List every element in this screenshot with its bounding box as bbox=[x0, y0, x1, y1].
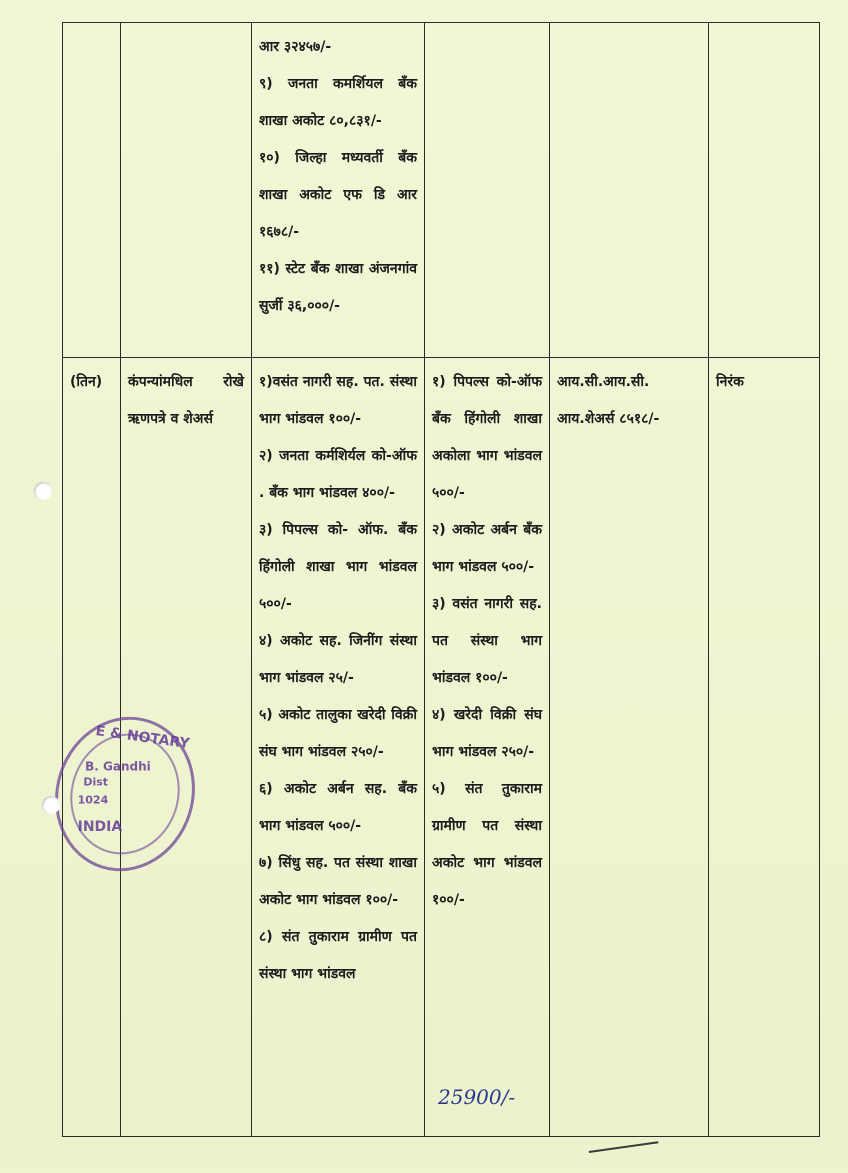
list-item: ९) जनता कमर्शियल बँक शाखा अकोट ८०,८३१/- bbox=[259, 76, 417, 129]
stamp-text: 1024 bbox=[77, 793, 109, 807]
list-item: ७) सिंधु सह. पत संस्था शाखा अकोट भाग भांडवल १००/- bbox=[259, 855, 417, 908]
list-item: ३) पिपल्स को- ऑफ. बँक हिंगोली शाखा भाग भांडवल ५००/- bbox=[259, 522, 417, 612]
assets-table bbox=[62, 22, 820, 1137]
serial-cell bbox=[63, 23, 121, 358]
dependent-holdings-cell bbox=[550, 23, 709, 358]
list-item: ४) खरेदी विक्री संघ भाग भांडवल २५०/- bbox=[432, 707, 542, 760]
list-item: ८) संत तुकाराम ग्रामीण पत संस्था भाग भांडवल bbox=[259, 929, 417, 982]
serial-cell: (तिन) bbox=[63, 358, 121, 1137]
remarks-cell bbox=[709, 23, 820, 358]
list-item: १)वसंत नागरी सह. पत. संस्था भाग भांडवल १००/- bbox=[259, 374, 417, 427]
list-item: २) अकोट अर्बन बँक भाग भांडवल ५००/- bbox=[432, 522, 542, 575]
stamp-text: B. Gandhi bbox=[85, 759, 151, 774]
description-cell bbox=[121, 23, 252, 358]
stamp-text: INDIA bbox=[77, 818, 123, 835]
dependent-holdings-cell: आय.सी.आय.सी. आय.शेअर्स ८५१८/- bbox=[550, 358, 709, 1137]
punch-hole bbox=[42, 796, 60, 814]
holdings-cell bbox=[252, 358, 425, 1137]
table-row-tin bbox=[63, 358, 820, 1137]
list-item: ११) स्टेट बँक शाखा अंजनगांव सुर्जी ३६,०००/- bbox=[259, 261, 417, 314]
handwritten-total: 25900/- bbox=[438, 1085, 516, 1109]
spouse-holdings-cell bbox=[425, 358, 550, 1137]
description-cell: कंपन्यांमधिल रोखे ऋणपत्रे व शेअर्स bbox=[121, 358, 252, 1137]
punch-hole bbox=[34, 482, 52, 500]
table-row-continuation bbox=[63, 23, 820, 358]
list-item: ५) अकोट तालुका खरेदी विक्री संघ भाग भांडवल २५०/- bbox=[259, 707, 417, 760]
remarks-cell: निरंक bbox=[709, 358, 820, 1137]
list-item: १) पिपल्स को-ऑफ बँक हिंगोली शाखा अकोला भाग भांडवल ५००/- bbox=[432, 374, 542, 501]
stamp-text: E & NOTARY bbox=[94, 723, 191, 753]
spouse-holdings-cell bbox=[425, 23, 550, 358]
list-item: १०) जिल्हा मध्यवर्ती बँक शाखा अकोट एफ डि आर १६७८/- bbox=[259, 150, 417, 240]
list-item: आर ३२४५७/- bbox=[259, 39, 332, 55]
list-item: ६) अकोट अर्बन सह. बँक भाग भांडवल ५००/- bbox=[259, 781, 417, 834]
list-item: ४) अकोट सह. जिनींग संस्था भाग भांडवल २५/- bbox=[259, 633, 417, 686]
list-item: ३) वसंत नागरी सह. पत संस्था भाग भांडवल १००/- bbox=[432, 596, 542, 686]
holdings-cell bbox=[252, 23, 425, 358]
stamp-text: Dist bbox=[83, 775, 109, 789]
list-item: २) जनता कर्मशिर्यल को-ऑफ . बँक भाग भांडवल ४००/- bbox=[259, 448, 417, 501]
signature-mark bbox=[589, 1141, 661, 1173]
list-item: ५) संत तुकाराम ग्रामीण पत संस्था अकोट भाग भांडवल १००/- bbox=[432, 781, 542, 908]
